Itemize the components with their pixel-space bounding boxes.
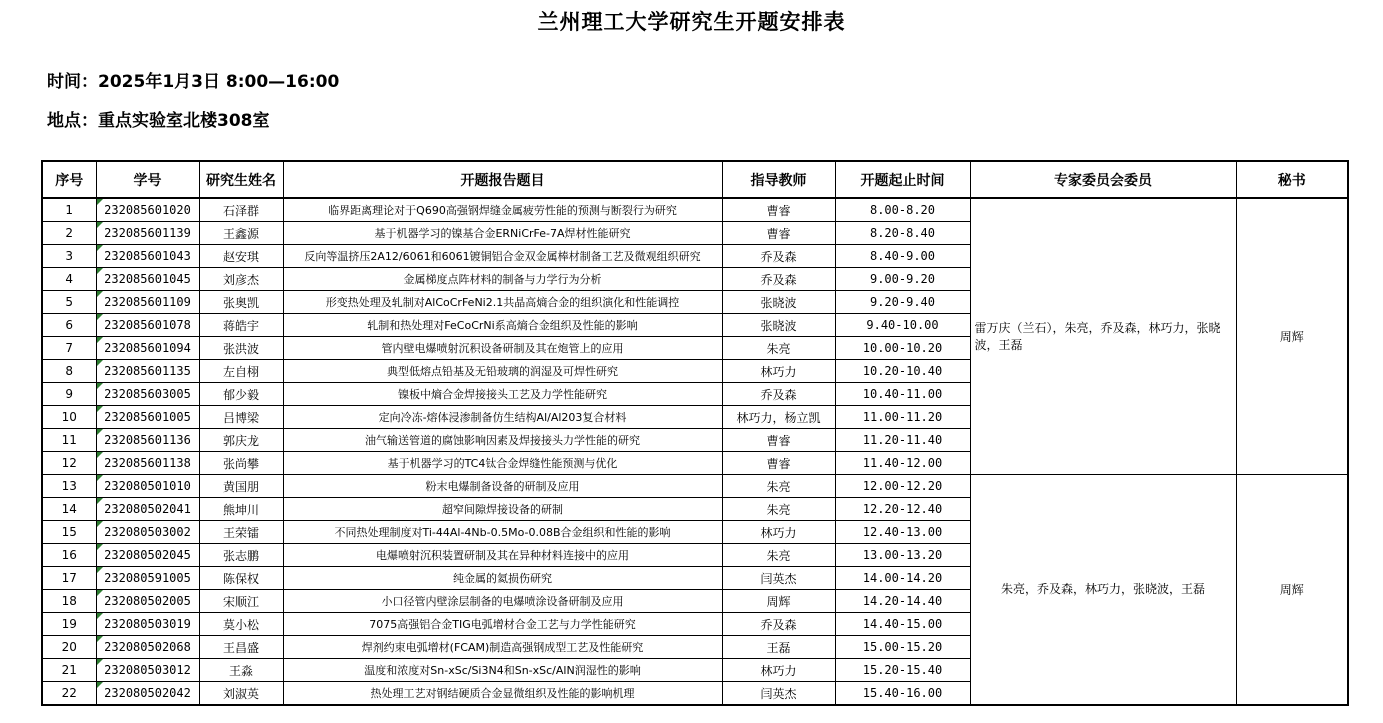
cell-advisor: 朱亮: [722, 544, 835, 567]
cell-student-id: 232085601139: [96, 222, 199, 245]
cell-topic: 7075高强铝合金TIG电弧增材合金工艺与力学性能研究: [283, 613, 722, 636]
cell-time: 15.40-16.00: [835, 682, 970, 706]
cell-student-id: 232080502042: [96, 682, 199, 706]
cell-time: 12.20-12.40: [835, 498, 970, 521]
cell-advisor: 闫英杰: [722, 567, 835, 590]
cell-time: 15.20-15.40: [835, 659, 970, 682]
cell-student-id: 232080502068: [96, 636, 199, 659]
cell-name: 宋顺江: [199, 590, 283, 613]
cell-student-id: 232085601020: [96, 198, 199, 222]
cell-no: 15: [42, 521, 96, 544]
cell-student-id: 232085601109: [96, 291, 199, 314]
cell-time: 11.20-11.40: [835, 429, 970, 452]
cell-time: 9.20-9.40: [835, 291, 970, 314]
cell-topic: 金属梯度点阵材料的制备与力学行为分析: [283, 268, 722, 291]
cell-name: 刘彦杰: [199, 268, 283, 291]
cell-no: 11: [42, 429, 96, 452]
cell-time: 9.00-9.20: [835, 268, 970, 291]
cell-topic: 管内壁电爆喷射沉积设备研制及其在炮管上的应用: [283, 337, 722, 360]
cell-student-id: 232085601136: [96, 429, 199, 452]
cell-no: 7: [42, 337, 96, 360]
schedule-location: 地点：重点实验室北楼308室: [47, 111, 270, 131]
cell-student-id: 232080502005: [96, 590, 199, 613]
cell-topic: 形变热处理及轧制对AlCoCrFeNi2.1共晶高熵合金的组织演化和性能调控: [283, 291, 722, 314]
header-student-id: 学号: [96, 161, 199, 198]
cell-no: 9: [42, 383, 96, 406]
cell-no: 6: [42, 314, 96, 337]
table-row: [42, 198, 1348, 222]
cell-name: 陈保权: [199, 567, 283, 590]
cell-advisor: 朱亮: [722, 498, 835, 521]
header-committee: 专家委员会委员: [970, 161, 1236, 198]
cell-time: 9.40-10.00: [835, 314, 970, 337]
cell-name: 张志鹏: [199, 544, 283, 567]
cell-student-id: 232085601094: [96, 337, 199, 360]
cell-student-id: 232085601138: [96, 452, 199, 475]
cell-topic: 临界距离理论对于Q690高强钢焊缝金属疲劳性能的预测与断裂行为研究: [283, 198, 722, 222]
cell-topic: 基于机器学习的镍基合金ERNiCrFe-7A焊材性能研究: [283, 222, 722, 245]
cell-topic: 电爆喷射沉积装置研制及其在异种材料连接中的应用: [283, 544, 722, 567]
cell-no: 18: [42, 590, 96, 613]
cell-topic: 基于机器学习的TC4钛合金焊缝性能预测与优化: [283, 452, 722, 475]
cell-no: 20: [42, 636, 96, 659]
cell-no: 4: [42, 268, 96, 291]
cell-advisor: 周辉: [722, 590, 835, 613]
cell-topic: 纯金属的氦损伤研究: [283, 567, 722, 590]
cell-time: 8.40-9.00: [835, 245, 970, 268]
cell-student-id: 232080503019: [96, 613, 199, 636]
cell-name: 王昌盛: [199, 636, 283, 659]
cell-student-id: 232080502041: [96, 498, 199, 521]
cell-topic: 焊剂约束电弧增材(FCAM)制造高强钢成型工艺及性能研究: [283, 636, 722, 659]
cell-advisor: 乔及森: [722, 245, 835, 268]
cell-no: 8: [42, 360, 96, 383]
cell-advisor: 曹睿: [722, 222, 835, 245]
cell-student-id: 232080591005: [96, 567, 199, 590]
cell-advisor: 朱亮: [722, 337, 835, 360]
cell-topic: 小口径管内壁涂层制备的电爆喷涂设备研制及应用: [283, 590, 722, 613]
cell-time: 10.40-11.00: [835, 383, 970, 406]
cell-student-id: 232080502045: [96, 544, 199, 567]
cell-name: 张尚攀: [199, 452, 283, 475]
header-no: 序号: [42, 161, 96, 198]
cell-advisor: 曹睿: [722, 429, 835, 452]
cell-advisor: 张晓波: [722, 291, 835, 314]
cell-time: 8.00-8.20: [835, 198, 970, 222]
cell-advisor: 曹睿: [722, 452, 835, 475]
header-secretary: 秘书: [1236, 161, 1348, 198]
cell-topic: 粉末电爆制备设备的研制及应用: [283, 475, 722, 498]
cell-advisor: 乔及森: [722, 268, 835, 291]
table-header-row: [42, 161, 1348, 198]
cell-advisor: 曹睿: [722, 198, 835, 222]
schedule-time: 时间：2025年1月3日 8:00—16:00: [47, 72, 340, 92]
cell-name: 郭庆龙: [199, 429, 283, 452]
cell-advisor: 林巧力: [722, 521, 835, 544]
cell-advisor: 乔及森: [722, 613, 835, 636]
cell-no: 22: [42, 682, 96, 706]
cell-student-id: 232085601045: [96, 268, 199, 291]
cell-no: 5: [42, 291, 96, 314]
header-time: 开题起止时间: [835, 161, 970, 198]
cell-name: 赵安琪: [199, 245, 283, 268]
cell-advisor: 朱亮: [722, 475, 835, 498]
cell-name: 张奥凯: [199, 291, 283, 314]
cell-name: 王淼: [199, 659, 283, 682]
cell-secretary: 周辉: [1236, 475, 1348, 706]
cell-name: 熊坤川: [199, 498, 283, 521]
cell-committee: 朱亮，乔及森，林巧力，张晓波，王磊: [970, 475, 1236, 706]
cell-time: 11.40-12.00: [835, 452, 970, 475]
cell-student-id: 232080501010: [96, 475, 199, 498]
cell-topic: 反向等温挤压2A12/6061和6061镀铜铝合金双金属棒材制备工艺及微观组织研究: [283, 245, 722, 268]
cell-name: 王鑫源: [199, 222, 283, 245]
cell-time: 14.00-14.20: [835, 567, 970, 590]
page-title: 兰州理工大学研究生开题安排表: [537, 10, 846, 34]
cell-time: 11.00-11.20: [835, 406, 970, 429]
header-topic: 开题报告题目: [283, 161, 722, 198]
cell-time: 13.00-13.20: [835, 544, 970, 567]
cell-time: 8.20-8.40: [835, 222, 970, 245]
cell-advisor: 张晓波: [722, 314, 835, 337]
cell-student-id: 232080503012: [96, 659, 199, 682]
cell-student-id: 232085601135: [96, 360, 199, 383]
cell-no: 19: [42, 613, 96, 636]
header-name: 研究生姓名: [199, 161, 283, 198]
cell-advisor: 乔及森: [722, 383, 835, 406]
cell-topic: 镍板中熵合金焊接接头工艺及力学性能研究: [283, 383, 722, 406]
cell-student-id: 232085601078: [96, 314, 199, 337]
cell-secretary: 周辉: [1236, 198, 1348, 475]
cell-student-id: 232085601005: [96, 406, 199, 429]
table-body: [42, 198, 1348, 705]
cell-student-id: 232080503002: [96, 521, 199, 544]
header-advisor: 指导教师: [722, 161, 835, 198]
cell-no: 13: [42, 475, 96, 498]
cell-no: 17: [42, 567, 96, 590]
cell-time: 12.00-12.20: [835, 475, 970, 498]
cell-student-id: 232085603005: [96, 383, 199, 406]
cell-no: 2: [42, 222, 96, 245]
cell-no: 14: [42, 498, 96, 521]
cell-name: 黄国朋: [199, 475, 283, 498]
cell-advisor: 林巧力，杨立凯: [722, 406, 835, 429]
cell-name: 刘淑英: [199, 682, 283, 706]
cell-time: 14.20-14.40: [835, 590, 970, 613]
cell-topic: 典型低熔点铅基及无铅玻璃的润湿及可焊性研究: [283, 360, 722, 383]
cell-advisor: 林巧力: [722, 659, 835, 682]
cell-advisor: 王磊: [722, 636, 835, 659]
cell-no: 1: [42, 198, 96, 222]
cell-committee: 雷万庆（兰石），朱亮，乔及森，林巧力，张晓波，王磊: [970, 198, 1236, 475]
cell-topic: 不同热处理制度对Ti-44Al-4Nb-0.5Mo-0.08B合金组织和性能的影响: [283, 521, 722, 544]
cell-no: 12: [42, 452, 96, 475]
cell-name: 王荣镭: [199, 521, 283, 544]
cell-topic: 超窄间隙焊接设备的研制: [283, 498, 722, 521]
cell-name: 吕博梁: [199, 406, 283, 429]
cell-name: 张洪波: [199, 337, 283, 360]
cell-time: 12.40-13.00: [835, 521, 970, 544]
cell-name: 郁少毅: [199, 383, 283, 406]
cell-name: 莫小松: [199, 613, 283, 636]
cell-no: 3: [42, 245, 96, 268]
cell-name: 左自栩: [199, 360, 283, 383]
cell-name: 蒋皓宇: [199, 314, 283, 337]
cell-name: 石泽群: [199, 198, 283, 222]
cell-topic: 定向冷冻-熔体浸渗制备仿生结构Al/Al203复合材料: [283, 406, 722, 429]
cell-time: 10.00-10.20: [835, 337, 970, 360]
cell-no: 10: [42, 406, 96, 429]
cell-topic: 轧制和热处理对FeCoCrNi系高熵合金组织及性能的影响: [283, 314, 722, 337]
cell-time: 10.20-10.40: [835, 360, 970, 383]
cell-student-id: 232085601043: [96, 245, 199, 268]
cell-topic: 温度和浓度对Sn-xSc/Si3N4和Sn-xSc/AlN润湿性的影响: [283, 659, 722, 682]
cell-time: 15.00-15.20: [835, 636, 970, 659]
cell-time: 14.40-15.00: [835, 613, 970, 636]
cell-advisor: 林巧力: [722, 360, 835, 383]
schedule-table: [41, 160, 1349, 706]
cell-no: 16: [42, 544, 96, 567]
cell-topic: 热处理工艺对钢结硬质合金显微组织及性能的影响机理: [283, 682, 722, 706]
cell-no: 21: [42, 659, 96, 682]
cell-topic: 油气输送管道的腐蚀影响因素及焊接接头力学性能的研究: [283, 429, 722, 452]
table-row: [42, 475, 1348, 498]
cell-advisor: 闫英杰: [722, 682, 835, 706]
